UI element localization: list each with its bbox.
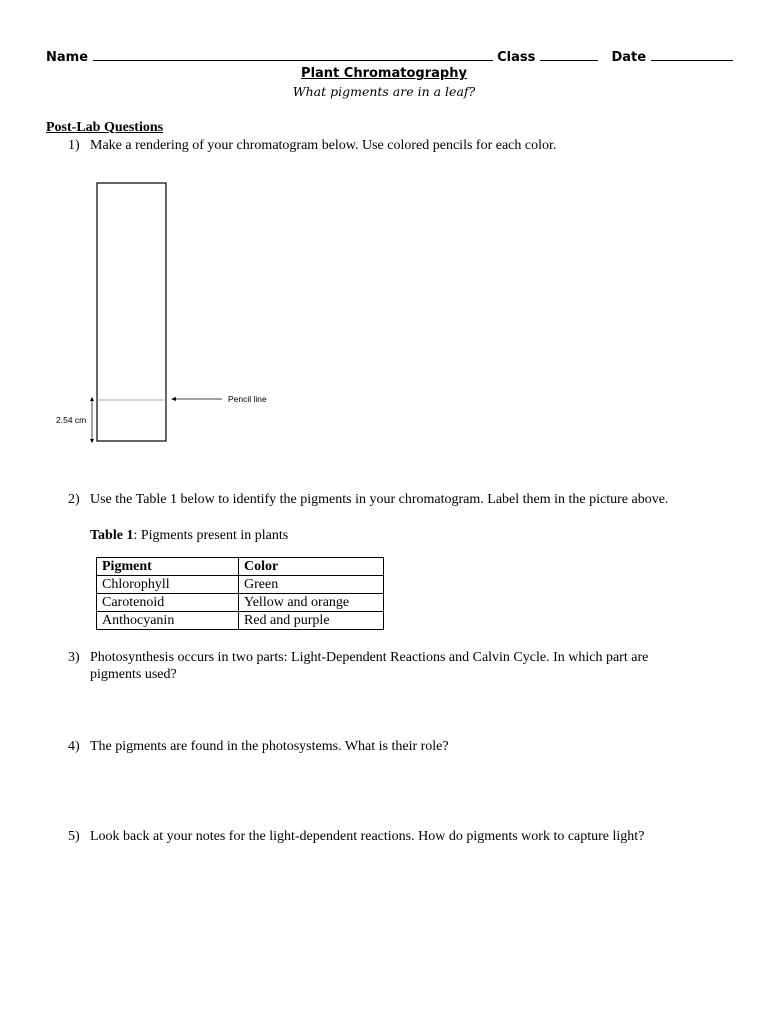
question-text: Make a rendering of your chromatogram below. Use colored pencils for each color.	[90, 138, 557, 153]
table-caption	[90, 528, 288, 544]
column-header: Pigment	[97, 558, 239, 576]
table-cell: Carotenoid	[97, 594, 239, 612]
question-number: 4)	[68, 739, 80, 754]
question-number: 1)	[68, 138, 80, 153]
question-text: Look back at your notes for the light-dependent reactions. How do pigments work to capture light?	[90, 829, 645, 844]
table-cell: Chlorophyll	[97, 576, 239, 594]
chromatogram-strip[interactable]	[97, 183, 166, 441]
table-row	[97, 576, 384, 594]
question-text: Photosynthesis occurs in two parts: Light-Dependent Reactions and Calvin Cycle. In which part are	[90, 650, 649, 665]
measure-arrow-bottom-icon	[90, 439, 94, 443]
arrow-head-icon	[171, 397, 176, 401]
name-label: Name	[46, 50, 89, 65]
table-cell: Yellow and orange	[239, 594, 384, 612]
measure-label: 2.54 cm	[56, 415, 87, 425]
date-label: Date	[611, 50, 647, 65]
question-text: The pigments are found in the photosystems. What is their role?	[90, 739, 449, 754]
chromatogram-diagram	[40, 175, 300, 450]
question-4	[68, 739, 449, 755]
header-line	[46, 48, 733, 65]
section-heading: Post-Lab Questions	[46, 120, 164, 135]
date-field[interactable]	[651, 48, 733, 61]
question-2	[68, 492, 668, 508]
table-header-row	[97, 558, 384, 576]
question-1	[68, 138, 556, 154]
table-caption-label: Table 1	[90, 528, 134, 543]
table-caption-text: : Pigments present in plants	[133, 528, 289, 543]
question-number: 3)	[68, 650, 80, 665]
question-text: Use the Table 1 below to identify the pigments in your chromatogram. Label them in the picture above.	[90, 492, 669, 507]
pigment-table	[96, 557, 384, 630]
table-row	[97, 594, 384, 612]
question-3-continued: pigments used?	[90, 667, 177, 682]
table-row	[97, 612, 384, 630]
question-3	[68, 650, 648, 666]
question-5	[68, 829, 644, 845]
table-cell: Anthocyanin	[97, 612, 239, 630]
class-field[interactable]	[540, 48, 598, 61]
page-subtitle: What pigments are in a leaf?	[292, 84, 476, 99]
pencil-line-label: Pencil line	[228, 394, 267, 404]
page-title: Plant Chromatography	[301, 66, 467, 81]
column-header: Color	[239, 558, 384, 576]
name-field[interactable]	[93, 48, 493, 61]
measure-arrow-top-icon	[90, 397, 94, 401]
table-cell: Green	[239, 576, 384, 594]
table-cell: Red and purple	[239, 612, 384, 630]
question-number: 5)	[68, 829, 80, 844]
question-number: 2)	[68, 492, 80, 507]
class-label: Class	[497, 50, 536, 65]
